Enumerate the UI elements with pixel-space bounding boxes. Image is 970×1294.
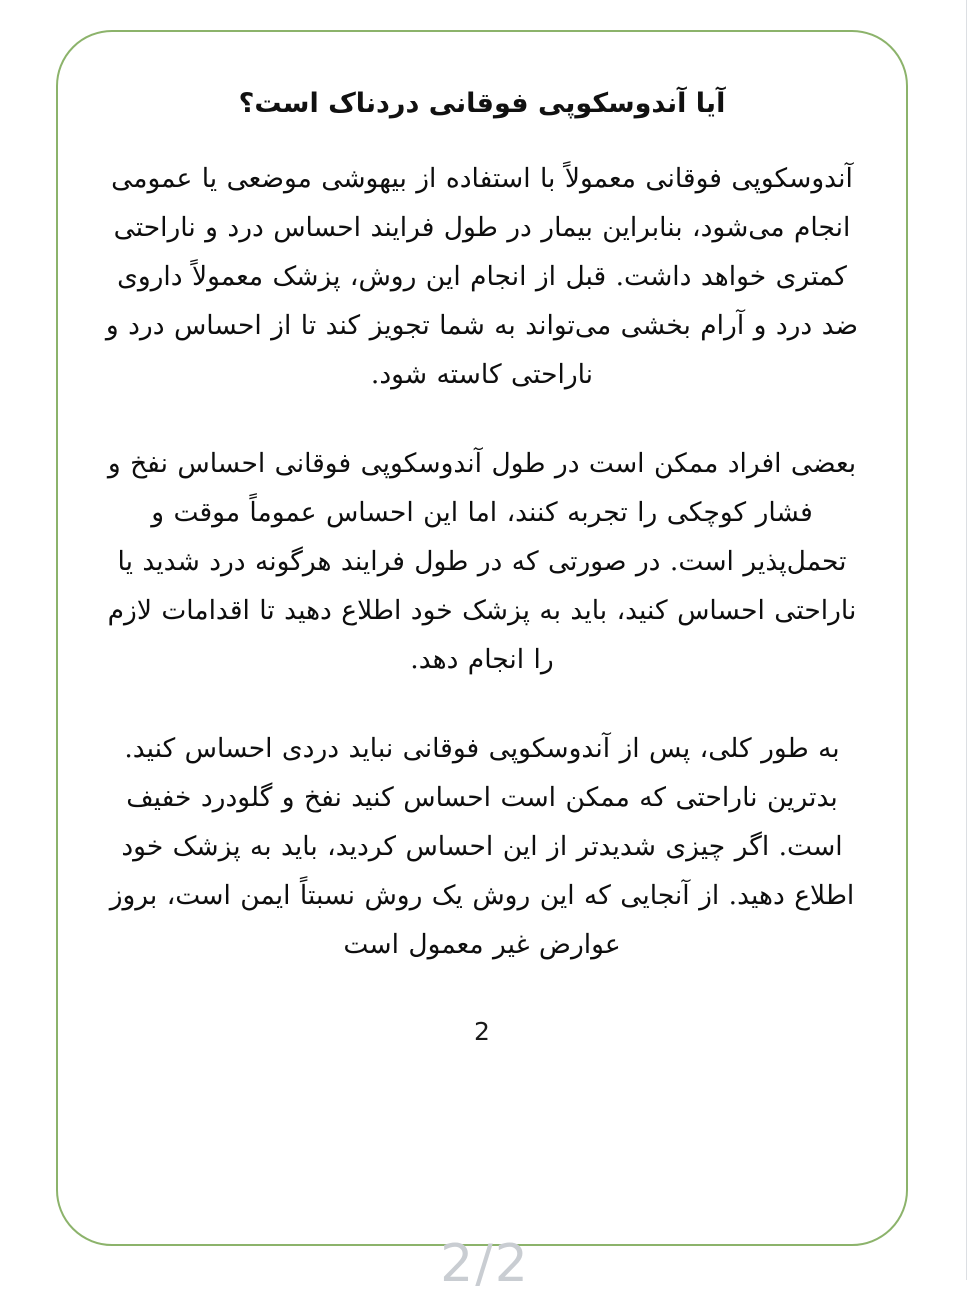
pager-badge-label: 2/2 [440, 1234, 530, 1294]
body-paragraph-3: به طور کلی، پس از آندوسکوپی فوقانی نباید دردی احساس کنید. بدترین ناراحتی که ممکن است احساس کنید نفخ و گلودرد خفیف است. اگر چیزی شدیدتر از این احساس کردید، باید به پزشک خود اطلاع دهید. از آنجایی که این روش یک روش نسبتاً ایمن است، بروز عوارض غیر معمول است [109, 733, 855, 961]
body-paragraph-1: آندوسکوپی فوقانی معمولاً با استفاده از بیهوشی موضعی یا عمومی انجام می‌شود، بنابراین بیمار در طول فرایند احساس درد و ناراحتی کمتری خواهد داشت. قبل از انجام این روش، پزشک معمولاً داروی ضد درد و آرام بخشی می‌تواند به شما تجویز کند تا از احساس درد و ناراحتی کاسته شود. [105, 163, 859, 391]
document-body [102, 154, 862, 969]
page-number: 2 [474, 1017, 490, 1047]
viewer-edge-rule [966, 0, 967, 1280]
body-paragraph-2: بعضی افراد ممکن است در طول آندوسکوپی فوقانی احساس نفخ و فشار کوچکی را تجربه کنند، اما این احساس عموماً موقت و تحمل‌پذیر است. در صورتی که در طول فرایند هرگونه درد شدید یا ناراحتی احساس کنید، باید به پزشک خود اطلاع دهید تا اقدامات لازم را انجام دهد. [107, 448, 857, 676]
page-title: آیا آندوسکوپی فوقانی دردناک است؟ [238, 88, 726, 119]
document-card [56, 30, 908, 1246]
